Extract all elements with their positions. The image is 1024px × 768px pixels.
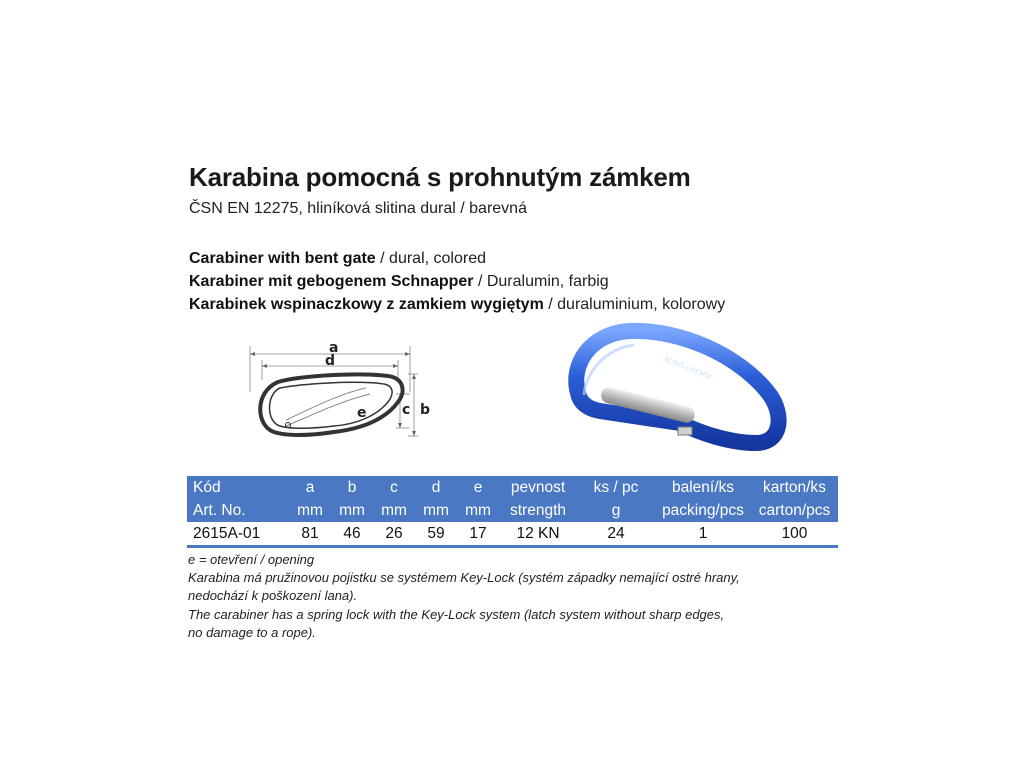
cell-strength: 12 KN — [499, 522, 577, 547]
header-carton: karton/ks — [751, 476, 838, 499]
table-header-row-2 — [187, 499, 838, 522]
label-a: a — [329, 340, 339, 356]
header-packing: balení/ks — [655, 476, 751, 499]
cell-weight: 24 — [577, 522, 655, 547]
header-c: c — [373, 476, 415, 499]
header-unit-weight: g — [577, 499, 655, 522]
header-weight: ks / pc — [577, 476, 655, 499]
label-d: d — [325, 353, 336, 369]
header-unit-e: mm — [457, 499, 499, 522]
header-d: d — [415, 476, 457, 499]
cell-d: 59 — [415, 522, 457, 547]
translation-polish-name: Karabinek wspinaczkowy z zamkiem wygiętym — [189, 296, 544, 313]
header-e: e — [457, 476, 499, 499]
header-b: b — [331, 476, 373, 499]
cell-b: 46 — [331, 522, 373, 547]
translation-polish-detail: / duraluminium, kolorowy — [543, 296, 726, 313]
translation-german-name: Karabiner mit gebogenem Schnapper — [189, 273, 474, 290]
label-b: b — [420, 402, 431, 418]
translation-german — [189, 273, 609, 291]
dimension-diagram — [238, 332, 448, 452]
translation-english-name: Carabiner with bent gate — [189, 250, 376, 267]
cell-packing: 1 — [655, 522, 751, 547]
header-unit-b: mm — [331, 499, 373, 522]
header-unit-strength: strength — [499, 499, 577, 522]
spec-table — [187, 476, 838, 548]
cell-c: 26 — [373, 522, 415, 547]
translation-english-detail: / dural, colored — [375, 250, 486, 267]
page-title: Karabina pomocná s prohnutým zámkem — [189, 162, 691, 192]
table-header-row-1 — [187, 476, 838, 499]
carabiner-photo — [560, 315, 790, 465]
cell-code: 2615A-01 — [187, 522, 289, 547]
table-row — [187, 522, 838, 547]
cell-a: 81 — [289, 522, 331, 547]
cell-e: 17 — [457, 522, 499, 547]
cell-carton: 100 — [751, 522, 838, 547]
header-unit-c: mm — [373, 499, 415, 522]
header-unit-carton: carton/pcs — [751, 499, 838, 522]
translation-polish — [189, 296, 725, 314]
label-c: c — [402, 402, 411, 418]
header-unit-d: mm — [415, 499, 457, 522]
photo-engraving: KONG CHEMIX — [663, 355, 713, 382]
note-en-line-1: The carabiner has a spring lock with the Key-Lock system (latch system without sharp edges, — [188, 607, 725, 622]
header-a: a — [289, 476, 331, 499]
header-strength: pevnost — [499, 476, 577, 499]
header-code: Kód — [187, 476, 289, 499]
label-e: e — [357, 405, 367, 421]
note-cz-line-2: nedochází k poškození lana). — [188, 588, 358, 603]
header-art-no: Art. No. — [187, 499, 289, 522]
note-cz-line-1: Karabina má pružinovou pojistku se systémem Key-Lock (systém západky nemající ostré hrany, — [188, 570, 740, 585]
standard-subtitle: ČSN EN 12275, hliníková slitina dural / barevná — [189, 200, 527, 217]
note-opening: e = otevření / opening — [188, 552, 315, 567]
header-unit-a: mm — [289, 499, 331, 522]
header-unit-packing: packing/pcs — [655, 499, 751, 522]
translation-english — [189, 250, 486, 268]
translation-german-detail: / Duralumin, farbig — [473, 273, 609, 290]
note-en-line-2: no damage to a rope). — [188, 625, 316, 640]
